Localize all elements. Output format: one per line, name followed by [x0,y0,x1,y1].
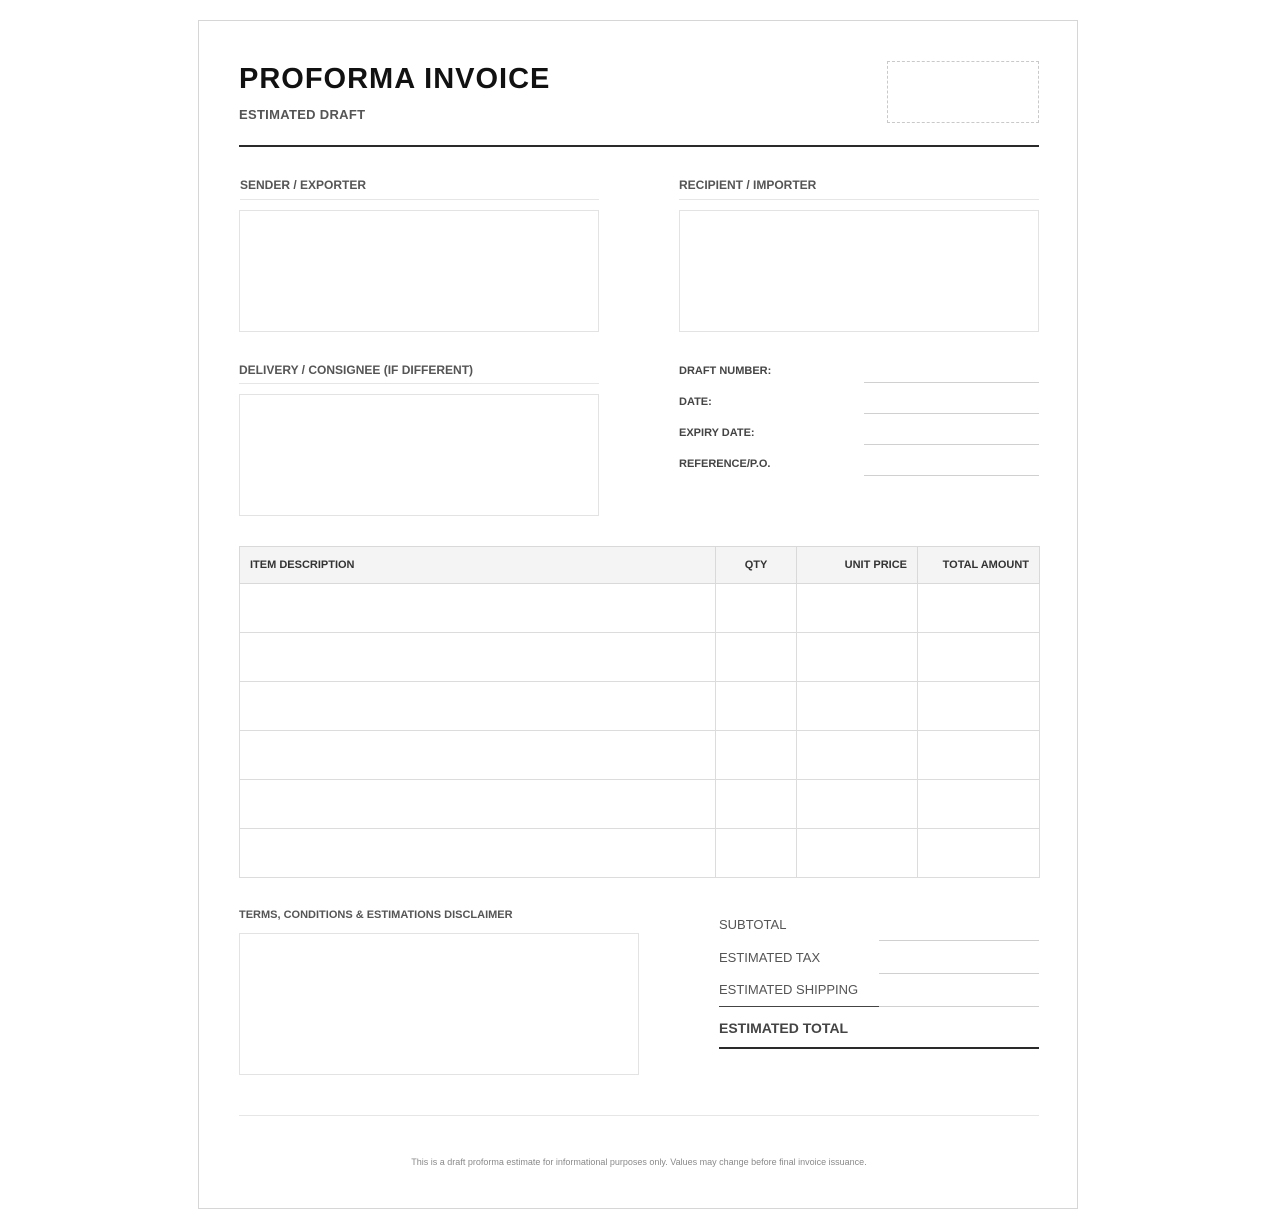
item-unit-price-cell[interactable] [797,829,918,878]
item-qty-cell[interactable] [716,584,797,633]
draft-number-label: DRAFT NUMBER: [679,365,772,377]
shipping-label-underline [719,1006,879,1007]
estimated-shipping-label: ESTIMATED SHIPPING [719,982,859,997]
item-total-cell[interactable] [918,584,1040,633]
table-header-row [240,547,1040,584]
item-unit-price-cell[interactable] [797,780,918,829]
terms-label: TERMS, CONDITIONS & ESTIMATIONS DISCLAIMER [239,909,513,921]
terms-field[interactable] [239,933,639,1075]
sender-address-field[interactable] [239,210,599,332]
column-header-description: ITEM DESCRIPTION [240,547,716,584]
subtotal-field[interactable] [879,940,1039,941]
estimated-shipping-field[interactable] [879,1006,1039,1007]
reference-label: REFERENCE/P.O. [679,458,771,470]
item-qty-cell[interactable] [716,731,797,780]
document-title: PROFORMA INVOICE [239,63,551,95]
estimated-tax-label: ESTIMATED TAX [719,950,821,965]
delivery-address-field[interactable] [239,394,599,516]
item-description-cell[interactable] [240,584,716,633]
recipient-divider [679,199,1039,200]
expiry-date-label: EXPIRY DATE: [679,427,755,439]
items-table [239,546,1040,878]
estimated-total-underline [719,1047,1039,1049]
table-row [240,633,1040,682]
item-description-cell[interactable] [240,829,716,878]
item-qty-cell[interactable] [716,829,797,878]
footer-divider [239,1115,1039,1116]
item-unit-price-cell[interactable] [797,682,918,731]
item-unit-price-cell[interactable] [797,731,918,780]
document-subtitle: ESTIMATED DRAFT [239,107,366,122]
item-description-cell[interactable] [240,731,716,780]
item-qty-cell[interactable] [716,780,797,829]
footer-disclaimer: This is a draft proforma estimate for informational purposes only. Values may change before final invoice issuance. [411,1157,867,1167]
subtotal-label: SUBTOTAL [719,917,787,932]
item-total-cell[interactable] [918,731,1040,780]
recipient-label: RECIPIENT / IMPORTER [679,178,817,192]
delivery-divider [239,383,599,384]
expiry-date-field[interactable] [864,444,1039,445]
date-label: DATE: [679,396,712,408]
item-unit-price-cell[interactable] [797,633,918,682]
item-qty-cell[interactable] [716,682,797,731]
sender-label: SENDER / EXPORTER [240,178,367,192]
item-description-cell[interactable] [240,682,716,731]
item-description-cell[interactable] [240,633,716,682]
item-unit-price-cell[interactable] [797,584,918,633]
estimated-total-label: ESTIMATED TOTAL [719,1020,849,1036]
table-row [240,829,1040,878]
header-divider [239,145,1039,147]
recipient-address-field[interactable] [679,210,1039,332]
item-total-cell[interactable] [918,633,1040,682]
estimated-tax-field[interactable] [879,973,1039,974]
table-row [240,731,1040,780]
date-field[interactable] [864,413,1039,414]
table-row [240,584,1040,633]
table-row [240,780,1040,829]
sender-divider [240,199,599,200]
item-total-cell[interactable] [918,780,1040,829]
column-header-unit-price: UNIT PRICE [797,547,918,584]
column-header-total-amount: TOTAL AMOUNT [918,547,1040,584]
table-row [240,682,1040,731]
item-description-cell[interactable] [240,780,716,829]
invoice-page [198,20,1078,1209]
logo-placeholder [887,61,1039,123]
draft-number-field[interactable] [864,382,1039,383]
reference-field[interactable] [864,475,1039,476]
delivery-label: DELIVERY / CONSIGNEE (IF DIFFERENT) [239,363,474,377]
item-total-cell[interactable] [918,682,1040,731]
item-qty-cell[interactable] [716,633,797,682]
item-total-cell[interactable] [918,829,1040,878]
column-header-qty: QTY [716,547,797,584]
